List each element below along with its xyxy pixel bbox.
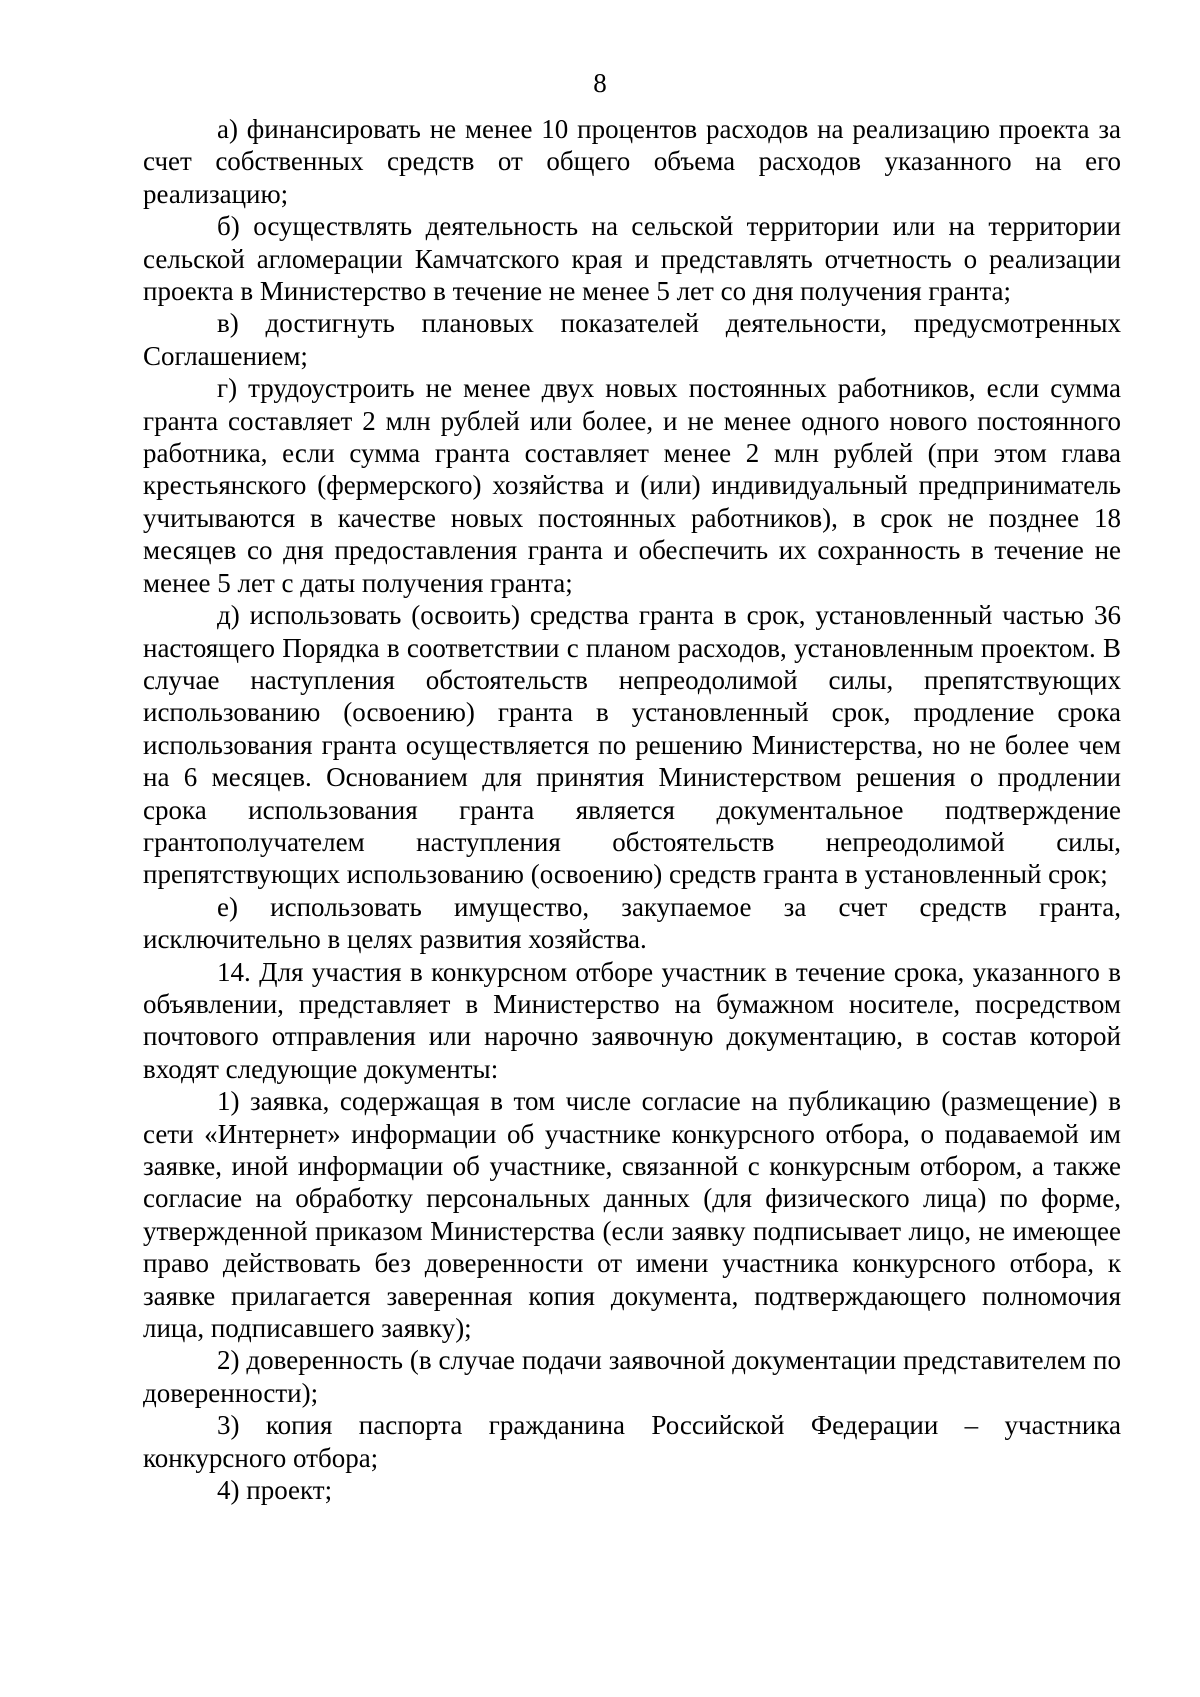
paragraph-g-employment: г) трудоустроить не менее двух новых постоянных работников, если сумма гранта составляет 2 млн рублей или более, и не менее одного нового постоянного работника, если сумма гранта составляет менее 2 млн рублей (при этом глава крестьянского (фермерского) хозяйства и (или) индивидуальный предприниматель учитываются в качестве новых постоянных работников), в срок не позднее 18 месяцев со дня предоставления гранта и обеспечить их сохранность в течение не менее 5 лет с даты получения гранта; bbox=[143, 373, 1121, 598]
paragraph-d-grant-use: д) использовать (освоить) средства гранта в срок, установленный частью 36 настоящего Порядка в соответствии с планом расходов, установленным проектом. В случае наступления обстоятельств непреодолимой силы, препятствующих использованию (освоению) гранта в установленный срок, продление срока использования гранта осуществляется по решению Министерства, но не более чем на 6 месяцев. Основанием для принятия Министерством решения о продлении срока использования гранта является документальное подтверждение грантополучателем наступления обстоятельств непреодолимой силы, препятствующих использованию (освоению) средств гранта в установленный срок; bbox=[143, 600, 1121, 890]
paragraph-v-indicators: в) достигнуть плановых показателей деятельности, предусмотренных Соглашением; bbox=[143, 308, 1121, 371]
paragraph-a-financing: а) финансировать не менее 10 процентов расходов на реализацию проекта за счет собственных средств от общего объема расходов указанного на его реализацию; bbox=[143, 114, 1121, 209]
paragraph-14-application: 14. Для участия в конкурсном отборе участник в течение срока, указанного в объявлении, представляет в Министерство на бумажном носителе, посредством почтового отправления или нарочно заявочную документацию, в состав которой входят следующие документы: bbox=[143, 956, 1121, 1084]
list-item-1-application-form: 1) заявка, содержащая в том числе согласие на публикацию (размещение) в сети «Интернет» информации об участнике конкурсного отбора, о подаваемой им заявке, иной информации об участнике, связанной с конкурсным отбором, а также согласие на обработку персональных данных (для физического лица) по форме, утвержденной приказом Министерства (если заявку подписывает лицо, не имеющее право действовать без доверенности от имени участника конкурсного отбора, к заявке прилагается заверенная копия документа, подтверждающего полномочия лица, подписавшего заявку); bbox=[143, 1086, 1121, 1344]
document-body bbox=[143, 113, 1121, 1506]
list-item-2-power-of-attorney: 2) доверенность (в случае подачи заявочной документации представителем по доверенности); bbox=[143, 1345, 1121, 1408]
list-item-3-passport-copy: 3) копия паспорта гражданина Российской Федерации – участника конкурсного отбора; bbox=[143, 1410, 1121, 1473]
page-number: 8 bbox=[593, 68, 607, 98]
list-item-4-project: 4) проект; bbox=[217, 1475, 333, 1506]
paragraph-b-activity: б) осуществлять деятельность на сельской территории или на территории сельской агломерации Камчатского края и представлять отчетность о реализации проекта в Министерство в течение не менее 5 лет со дня получения гранта; bbox=[143, 211, 1121, 307]
paragraph-e-property: е) использовать имущество, закупаемое за счет средств гранта, исключительно в целях развития хозяйства. bbox=[143, 891, 1121, 955]
